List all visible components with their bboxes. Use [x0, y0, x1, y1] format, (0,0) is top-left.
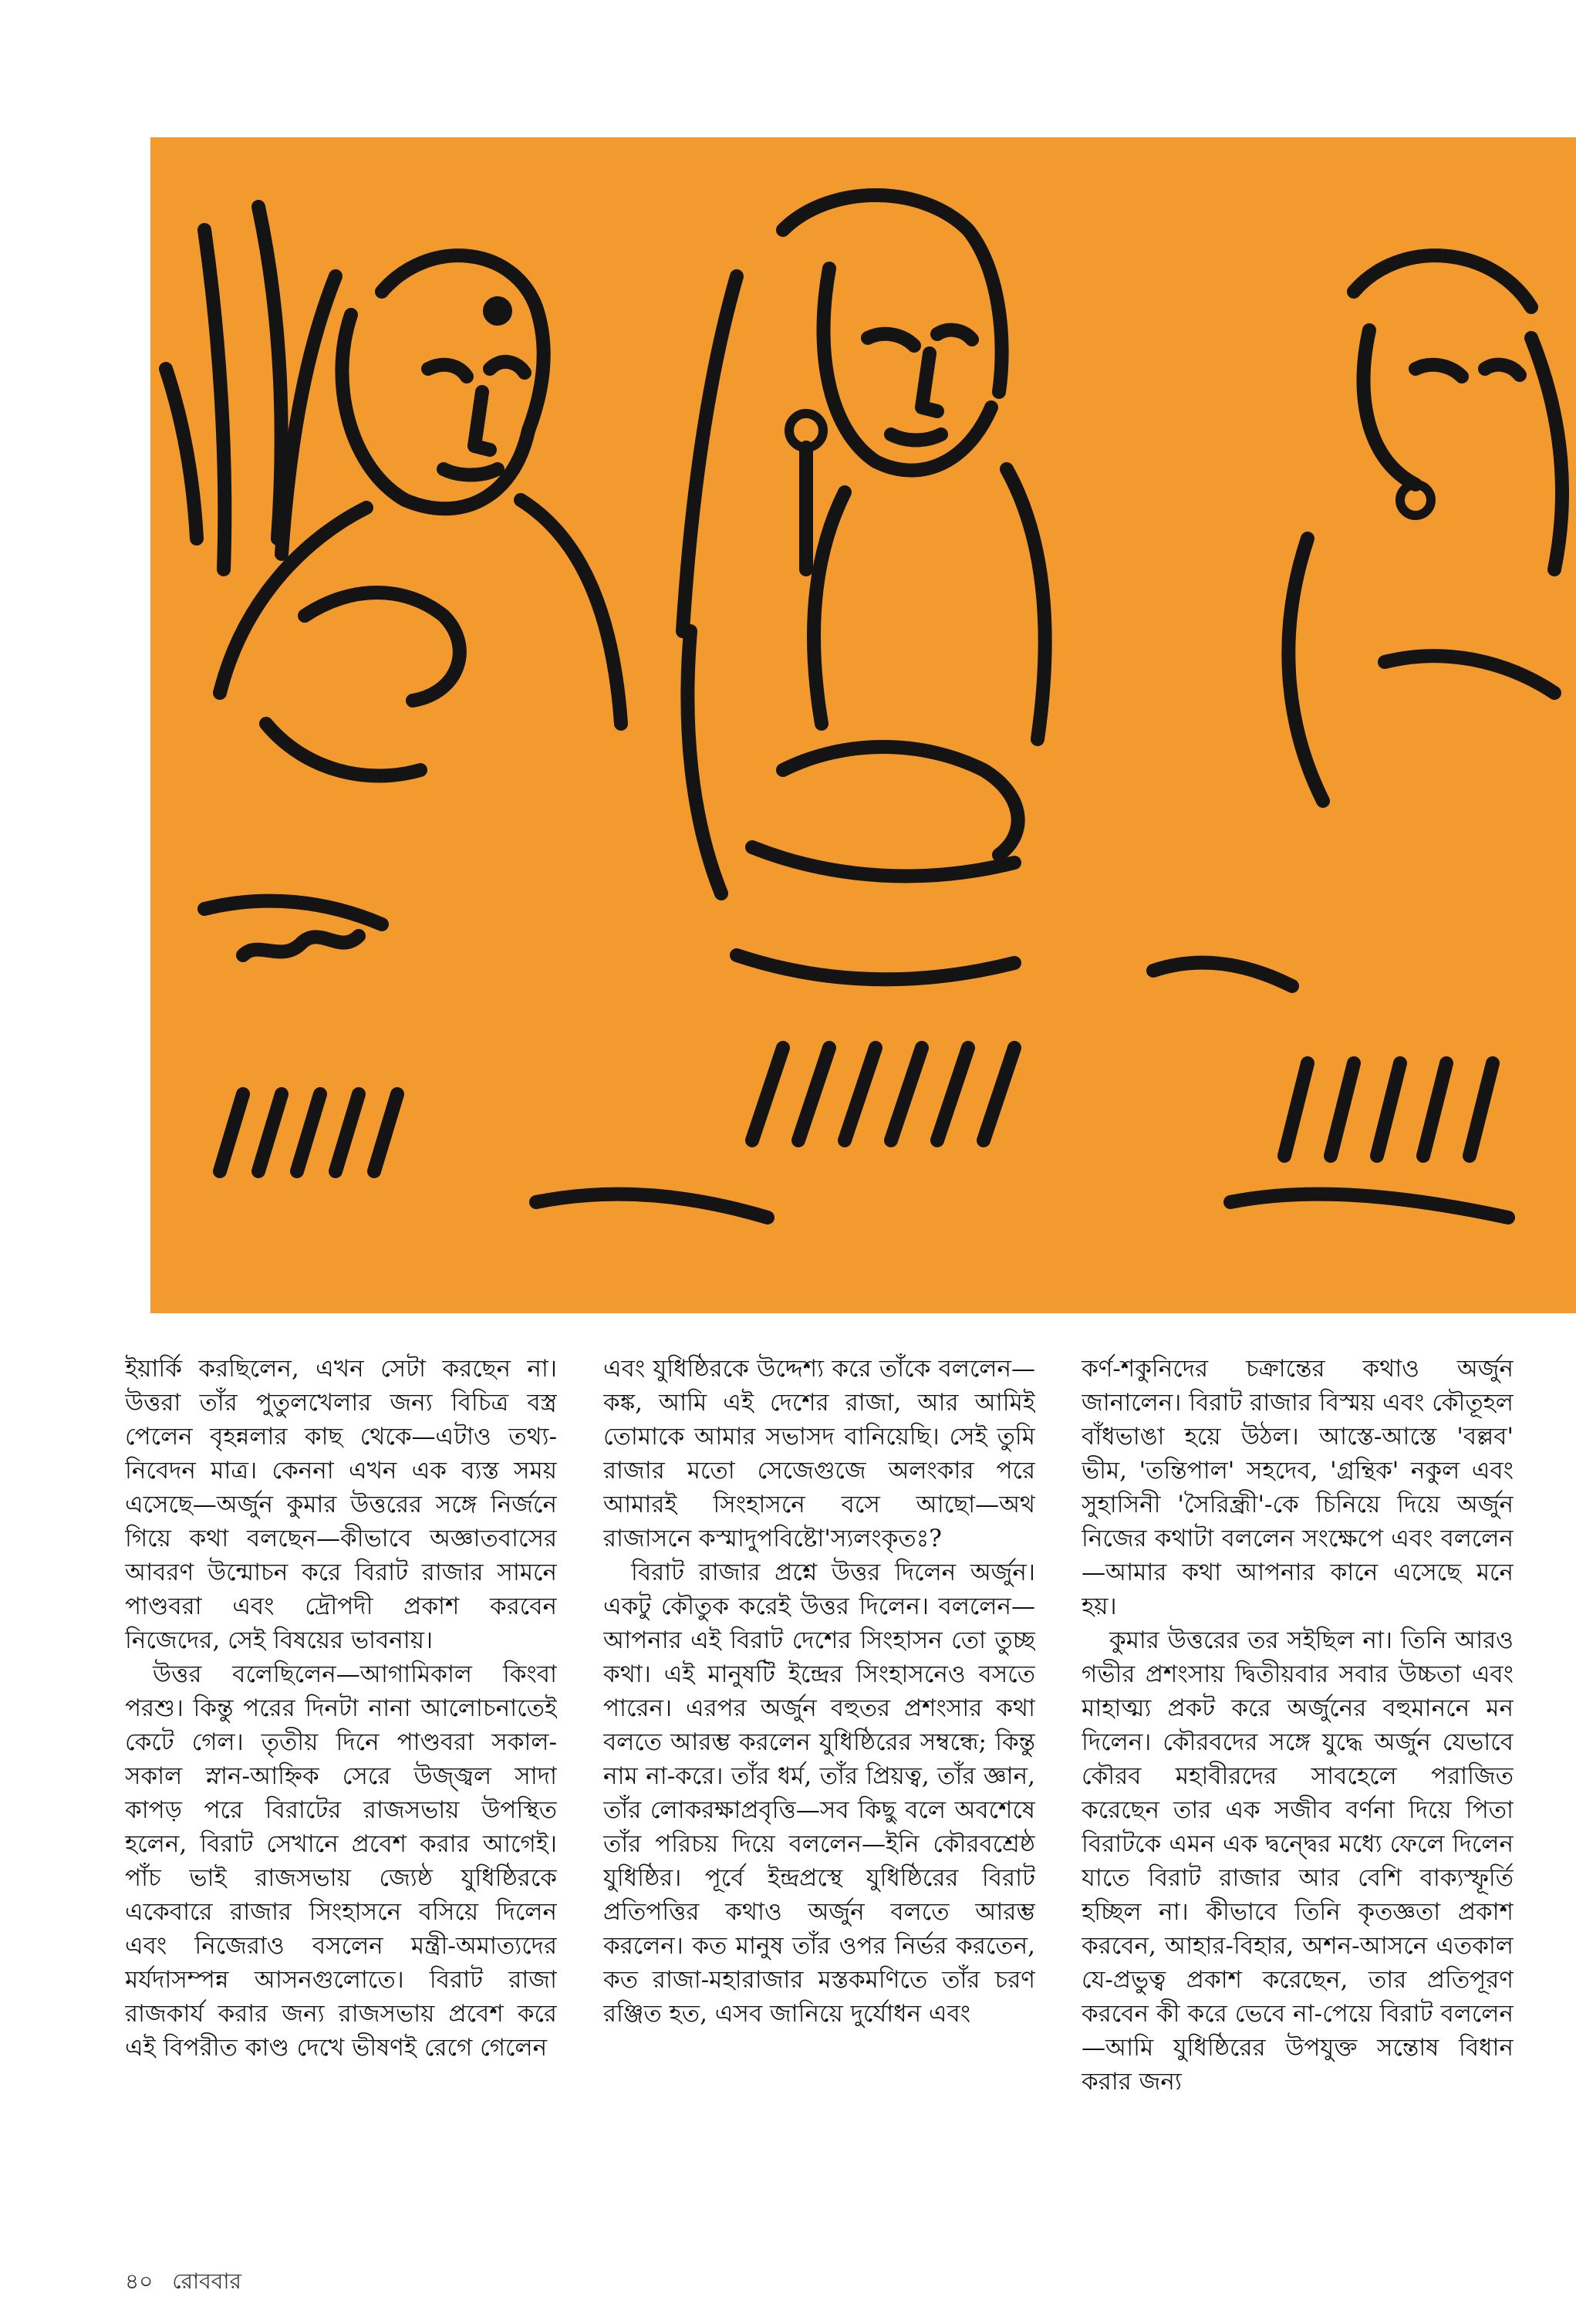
paragraph: উত্তর বলেছিলেন—আগামিকাল কিংবা পরশু। কিন্তু পরের দিনটা নানা আলোচনাতেই কেটে গেল। তৃতীয় দিনে পাণ্ডবরা সকাল-সকাল স্নান-আহ্নিক সেরে উজ্জ্বল সাদা কাপড় পরে বিরাটের রাজসভায় উপস্থিত হলেন, বিরাট সেখানে প্রবেশ করার আগেই। পাঁচ ভাই রাজসভায় জ্যেষ্ঠ যুধিষ্ঠিরকে একেবারে রাজার সিংহাসনে বসিয়ে দিলেন এবং নিজেরাও বসলেন মন্ত্রী-অমাত্যদের মর্যদাসম্পন্ন আসনগুলোতে। বিরাট রাজা রাজকার্য করার জন্য রাজসভায় প্রবেশ করে এই বিপরীত কাণ্ড দেখে ভীষণই রেগে গেলেন [125, 1660, 557, 2062]
illustration-artwork [150, 137, 1576, 1313]
column-1 [125, 1352, 557, 2231]
paragraph: এবং যুধিষ্ঠিরকে উদ্দেশ্য করে তাঁকে বললেন—কঙ্ক, আমি এই দেশের রাজা, আর আমিই তোমাকে আমার সভাসদ বানিয়েছি। সেই তুমি রাজার মতো সেজেগুজে অলংকার পরে আমারই সিংহাসনে বসে আছো—অথ রাজাসনে কস্মাদুপবিষ্টো'স্যলংকৃতঃ? [603, 1355, 1035, 1552]
column-2 [603, 1352, 1035, 2231]
paragraph: কর্ণ-শকুনিদের চক্রান্তের কথাও অর্জুন জানালেন। বিরাট রাজার বিস্ময় এবং কৌতূহল বাঁধভাঙা হয়ে উঠল। আস্তে-আস্তে 'বল্লব' ভীম, 'তন্তিপাল' সহদেব, 'গ্রন্থিক' নকুল এবং সুহাসিনী 'সৈরিন্ধ্রী'-কে চিনিয়ে দিয়ে অর্জুন নিজের কথাটা বললেন সংক্ষেপে এবং বললেন—আমার কথা আপনার কানে এসেছে মনে হয়। [1082, 1355, 1514, 1620]
column-3 [1082, 1352, 1514, 2231]
page-footer [125, 2265, 241, 2301]
paragraph: বিরাট রাজার প্রশ্নে উত্তর দিলেন অর্জুন। একটু কৌতুক করেই উত্তর দিলেন। বললেন—আপনার এই বিরাট দেশের সিংহাসন তো তুচ্ছ কথা। এই মানুষটি ইন্দ্রের সিংহাসনেও বসতে পারেন। এরপর অর্জুন বহুতর প্রশংসার কথা বলতে আরম্ভ করলেন যুধিষ্ঠিরের সম্বন্ধে; কিন্তু নাম না-করে। তাঁর ধর্ম, তাঁর প্রিয়ত্ব, তাঁর জ্ঞান, তাঁর লোকরক্ষাপ্রবৃত্তি—সব কিছু বলে অবশেষে তাঁর পরিচয় দিয়ে বললেন—ইনি কৌরবশ্রেষ্ঠ যুধিষ্ঠির। পূর্বে ইন্দ্রপ্রস্থে যুধিষ্ঠিরের বিরাট প্রতিপত্তির কথাও অর্জুন বলতে আরম্ভ করলেন। কত মানুষ তাঁর ওপর নির্ভর করতেন, কত রাজা-মহারাজার মস্তকমণিতে তাঁর চরণ রঞ্জিত হত, এসব জানিয়ে দুর্যোধন এবং [603, 1559, 1035, 2028]
paragraph: কুমার উত্তরের তর সইছিল না। তিনি আরও গভীর প্রশংসায় দ্বিতীয়বার সবার উচ্চতা এবং মাহাত্ম্য প্রকট করে অর্জুনের বহুমাননে মন দিলেন। কৌরবদের সঙ্গে যুদ্ধে অর্জুন যেভাবে কৌরব মহাবীরদের সাবহেলে পরাজিত করেছেন তার এক সজীব বর্ণনা দিয়ে পিতা বিরাটকে এমন এক দ্বন্দ্বের মধ্যে ফেলে দিলেন যাতে বিরাট রাজার আর বেশি বাক্যস্ফূর্তি হচ্ছিল না। কীভাবে তিনি কৃতজ্ঞতা প্রকাশ করবেন, আহার-বিহার, অশন-আসনে এতকাল যে-প্রভুত্ব প্রকাশ করেছেন, তার প্রতিপূরণ করবেন কী করে ভেবে না-পেয়ে বিরাট বললেন—আমি যুধিষ্ঠিরের উপযুক্ত সন্তোষ বিধান করার জন্য [1082, 1626, 1514, 2096]
illustration [150, 137, 1576, 1313]
magazine-name: রোববার [172, 2268, 241, 2294]
paragraph: ইয়ার্কি করছিলেন, এখন সেটা করছেন না। উত্তরা তাঁর পুতুলখেলার জন্য বিচিত্র বস্ত্র পেলেন বৃহন্নলার কাছ থেকে—এটাও তথ্য-নিবেদন মাত্র। কেননা এখন এক ব্যস্ত সময় এসেছে—অর্জুন কুমার উত্তরের সঙ্গে নির্জনে গিয়ে কথা বলছেন—কীভাবে অজ্ঞাতবাসের আবরণ উন্মোচন করে বিরাট রাজার সামনে পাণ্ডবরা এবং দ্রৌপদী প্রকাশ করবেন নিজেদের, সেই বিষয়ের ভাবনায়। [125, 1355, 557, 1654]
article-body [125, 1352, 1514, 2231]
page-number: ৪০ [125, 2268, 154, 2294]
